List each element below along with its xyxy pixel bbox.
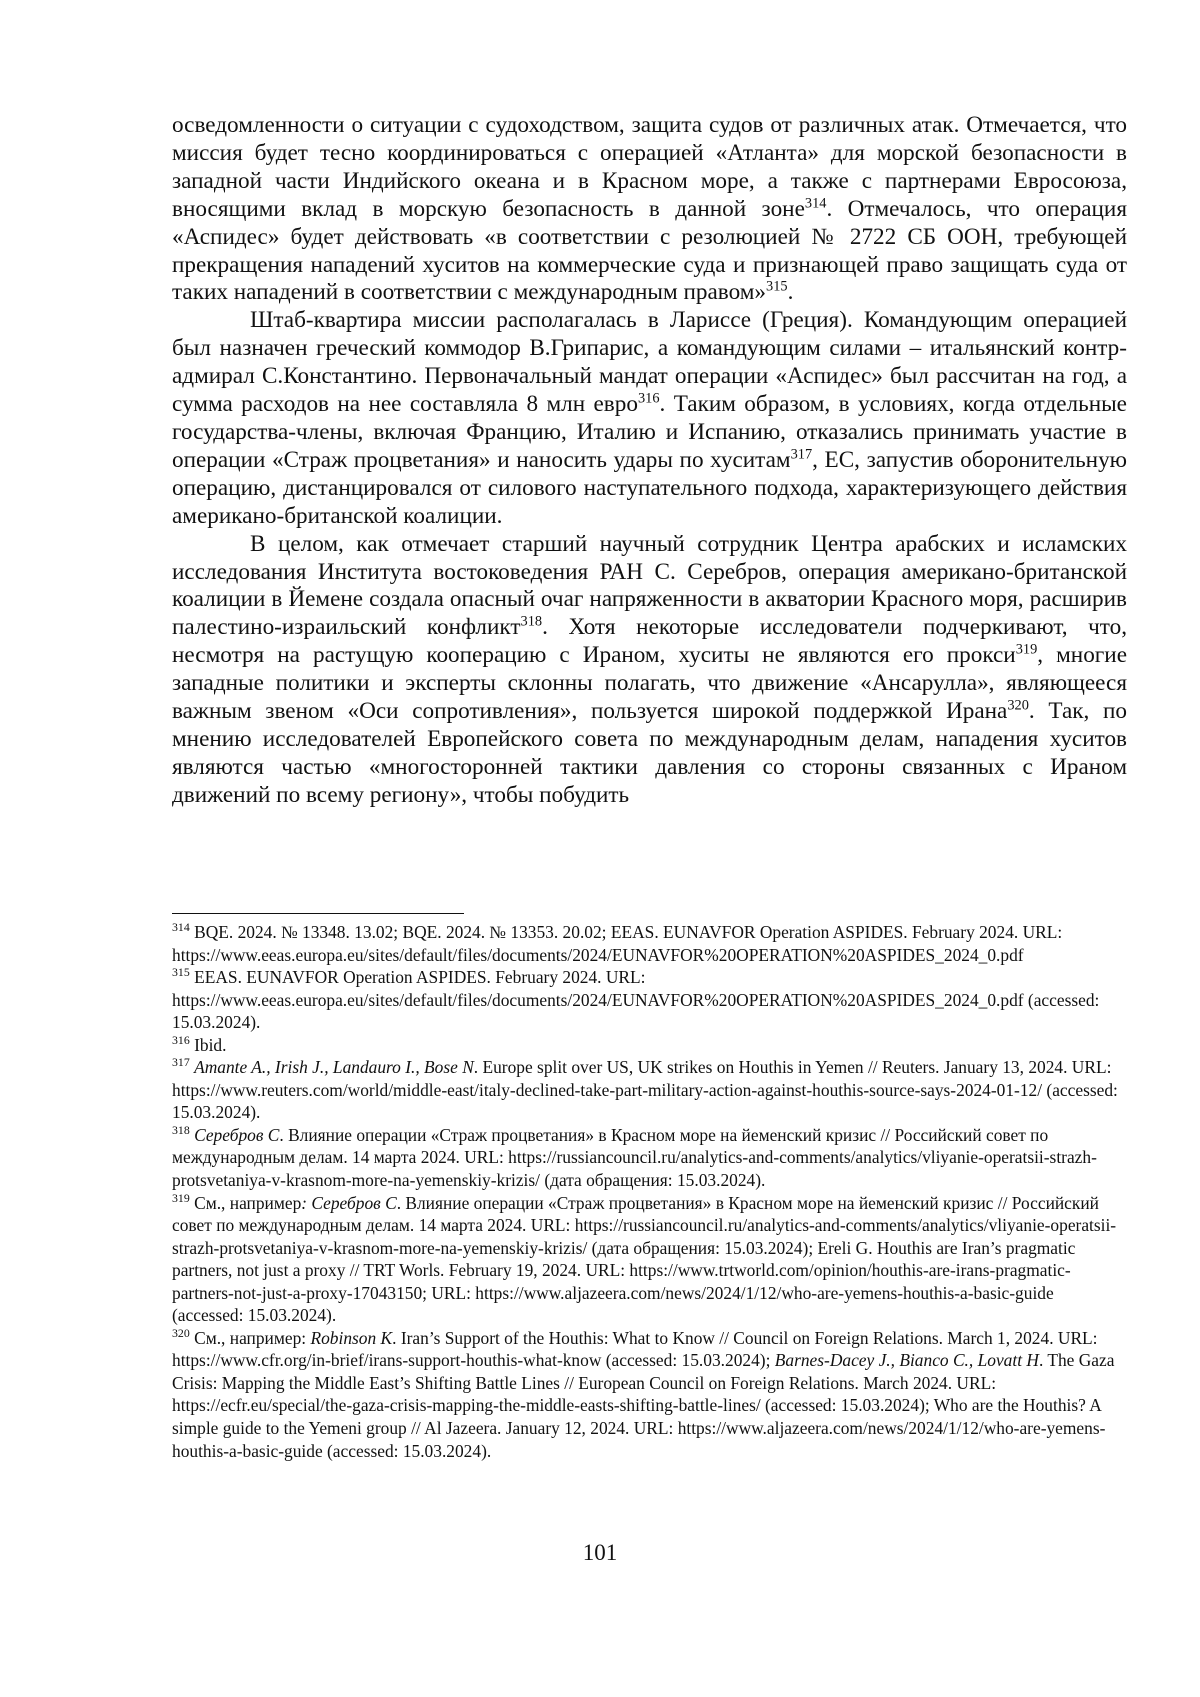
footnote bbox=[172, 921, 1127, 966]
footnote-number: 319 bbox=[172, 1190, 190, 1205]
text-segment: . The Gaza Crisis: Mapping the Middle East’s Shifting Battle Lines // European Council on Foreign Relations. March 2024. URL: https://ecfr.eu/special/the-gaza-crisis-mapping-the-middle-easts-shifting-battle-lines/ (accessed: 15.03.2024); Who are the Houthis? A simple guide to the Yemeni group // Al Jazeera. January 12, 2024. URL: https://www.aljazeera.com/news/2024/1/12/who-are-yemens-houthis-a-basic-guide (accessed: 15.03.2024). bbox=[172, 1350, 1115, 1461]
footnote-reference: 316 bbox=[637, 390, 660, 407]
text-segment: . bbox=[787, 279, 794, 306]
text-segment: Штаб-квартира миссии располагалась в Лариссе (Греция). Командующим операцией был назначен греческий коммодор В.Грипарис, а командующим силами – итальянский контр-адмирал С.Константино. Первоначальный мандат операции «Аспидес» был рассчитан на год, а сумма расходов на нее составляла 8 млн евро bbox=[172, 307, 1127, 418]
footnote-separator bbox=[172, 913, 464, 914]
footnote-reference: 318 bbox=[520, 613, 543, 630]
footnote bbox=[172, 1124, 1127, 1192]
footnote-number: 320 bbox=[172, 1326, 190, 1341]
footnote bbox=[172, 1192, 1127, 1327]
text-segment: . Хотя некоторые исследователи подчеркивают, что, несмотря на растущую кооперацию с Ираном, хуситы не являются его прокси bbox=[172, 614, 1127, 669]
footnotes bbox=[172, 921, 1127, 1462]
body-text bbox=[172, 112, 1127, 810]
text-segment: . Влияние операции «Страж процветания» в Красном море на йеменский кризис // Российский совет по международным делам. 14 марта 2024. URL: https://russiancouncil.ru/analytics-and-comments/analytics/vliyanie-operatsii-strazh-protsvetaniya-v-krasnom-more-na-yemenskiy-krizis/ (дата обращения: 15.03.2024); Ereli G. Houthis are Iran’s pragmatic partners, not just a proxy // TRT Worls. February 19, 2024. URL: https://www.trtworld.com/opinion/houthis-are-irans-pragmatic-partners-not-just-a-proxy-17043150; URL: https://www.aljazeera.com/news/2024/1/12/who-are-yemens-houthis-a-basic-guide (accessed: 15.03.2024). bbox=[172, 1192, 1117, 1326]
author-names: Robinson K bbox=[310, 1327, 393, 1348]
text-segment: См., например bbox=[194, 1192, 302, 1213]
author-names: Amante A., Irish J., Landauro I., Bose N bbox=[194, 1057, 474, 1078]
footnote-reference: 314 bbox=[804, 194, 827, 211]
footnote-text bbox=[172, 1190, 1117, 1326]
author-names: : Серебров С bbox=[301, 1192, 397, 1213]
main-text bbox=[172, 112, 1127, 810]
text-segment: . Влияние операции «Страж процветания» в Красном море на йеменский кризис // Российский совет по международным делам. 14 марта 2024. URL: https://russiancouncil.ru/analytics-and-comments/analytics/vliyanie-operatsii-strazh-protsvetaniya-v-krasnom-more-na-yemenskiy-krizis/ (дата обращения: 15.03.2024). bbox=[172, 1124, 1097, 1191]
text-segment: осведомленности о ситуации с судоходством, защита судов от различных атак. Отмечается, что миссия будет тесно координироваться с операцией «Атланта» для морской безопасности в западной части Индийского океана и в Красном море, а также с партнерами Евросоюза, вносящими вклад в морскую безопасность в данной зоне bbox=[172, 112, 1127, 222]
paragraph bbox=[172, 531, 1127, 810]
text-segment: EEAS. EUNAVFOR Operation ASPIDES. February 2024. URL: https://www.eeas.europa.eu/sites/default/files/documents/2024/EUNAVFOR%20OPERATION%20ASPIDES_2024_0.pdf (accessed: 15.03.2024). bbox=[172, 967, 1100, 1033]
text-segment: . Iran’s Support of the Houthis: What to Know // Council on Foreign Relations. March 1, 2024. URL: https://www.cfr.org/in-brief/irans-support-houthis-what-know (accessed: 15.03.2024); bbox=[172, 1327, 1098, 1371]
text-segment: . Отмечалось, что операция «Аспидес» будет действовать «в соответствии с резолюцией № 2722 СБ ООН, требующей прекращения нападений хуситов на коммерческие суда и признающей право защищать суда от таких нападений в соответствии с международным правом» bbox=[172, 195, 1127, 306]
footnote-number: 316 bbox=[172, 1032, 190, 1047]
text-segment: В целом, как отмечает старший научный сотрудник Центра арабских и исламских исследования Института востоковедения РАН С. Серебров, операция американо-британской коалиции в Йемене создала опасный очаг напряженности в акватории Красного моря, расширив палестино-израильский конфликт bbox=[172, 530, 1127, 641]
author-names: Barnes-Dacey J., Bianco C., Lovatt H bbox=[774, 1350, 1039, 1371]
footnote bbox=[172, 1327, 1127, 1462]
footnote-text bbox=[172, 1057, 1118, 1122]
footnote-text bbox=[194, 1035, 226, 1055]
footnote bbox=[172, 1034, 1127, 1057]
footnote-text bbox=[172, 1328, 1114, 1461]
author-names: Серебров С bbox=[194, 1124, 280, 1145]
footnote-number: 318 bbox=[172, 1123, 190, 1138]
page-number: 101 bbox=[582, 1540, 618, 1565]
footnote bbox=[172, 966, 1127, 1034]
text-segment: . Так, по мнению исследователей Европейского совета по международным делам, нападения хуситов являются частью «многосторонней тактики давления со стороны связанных с Ираном движений по всему региону», чтобы побудить bbox=[172, 698, 1127, 808]
footnote-text bbox=[172, 967, 1099, 1032]
footnote-reference: 319 bbox=[1015, 641, 1038, 658]
text-segment: , ЕС, запустив оборонительную операцию, дистанцировался от силового наступательного подхода, характеризующего действия американо-британской коалиции. bbox=[172, 446, 1128, 529]
footnote-number: 315 bbox=[172, 965, 190, 980]
footnote-number: 317 bbox=[172, 1055, 190, 1070]
footnote-reference: 315 bbox=[766, 278, 788, 295]
text-segment: . Таким образом, в условиях, когда отдельные государства-члены, включая Францию, Италию и Испанию, отказались принимать участие в операции «Страж процветания» и наносить удары по хуситам bbox=[172, 391, 1127, 473]
text-segment: См., например: bbox=[194, 1327, 311, 1348]
footnote-reference: 317 bbox=[790, 446, 813, 463]
text-segment: , многие западные политики и эксперты склонны полагать, что движение «Ансарулла», являющееся важным звеном «Оси сопротивления», пользуется широкой поддержкой Ирана bbox=[172, 642, 1127, 725]
text-segment: Ibid. bbox=[194, 1034, 227, 1055]
paragraph bbox=[172, 307, 1127, 530]
footnote-reference: 320 bbox=[1007, 697, 1029, 714]
footnote bbox=[172, 1056, 1127, 1124]
text-segment: . Europe split over US, UK strikes on Houthis in Yemen // Reuters. January 13, 2024. URL: https://www.reuters.com/world/middle-east/italy-declined-take-part-military-action-against-houthis-source-says-2024-01-12/ (accessed: 15.03.2024). bbox=[172, 1057, 1118, 1123]
footnote-text bbox=[172, 1125, 1097, 1190]
text-segment: BQE. 2024. № 13348. 13.02; BQE. 2024. № 13353. 20.02; EEAS. EUNAVFOR Operation ASPIDES. February 2024. URL: https://www.eeas.europa.eu/sites/default/files/documents/2024/EUNAVFOR%20OPERATION%20ASPIDES_2024_0.pdf bbox=[172, 922, 1063, 965]
paragraph bbox=[172, 112, 1127, 307]
footnote-text bbox=[172, 922, 1062, 965]
footnote-number: 314 bbox=[172, 920, 190, 935]
